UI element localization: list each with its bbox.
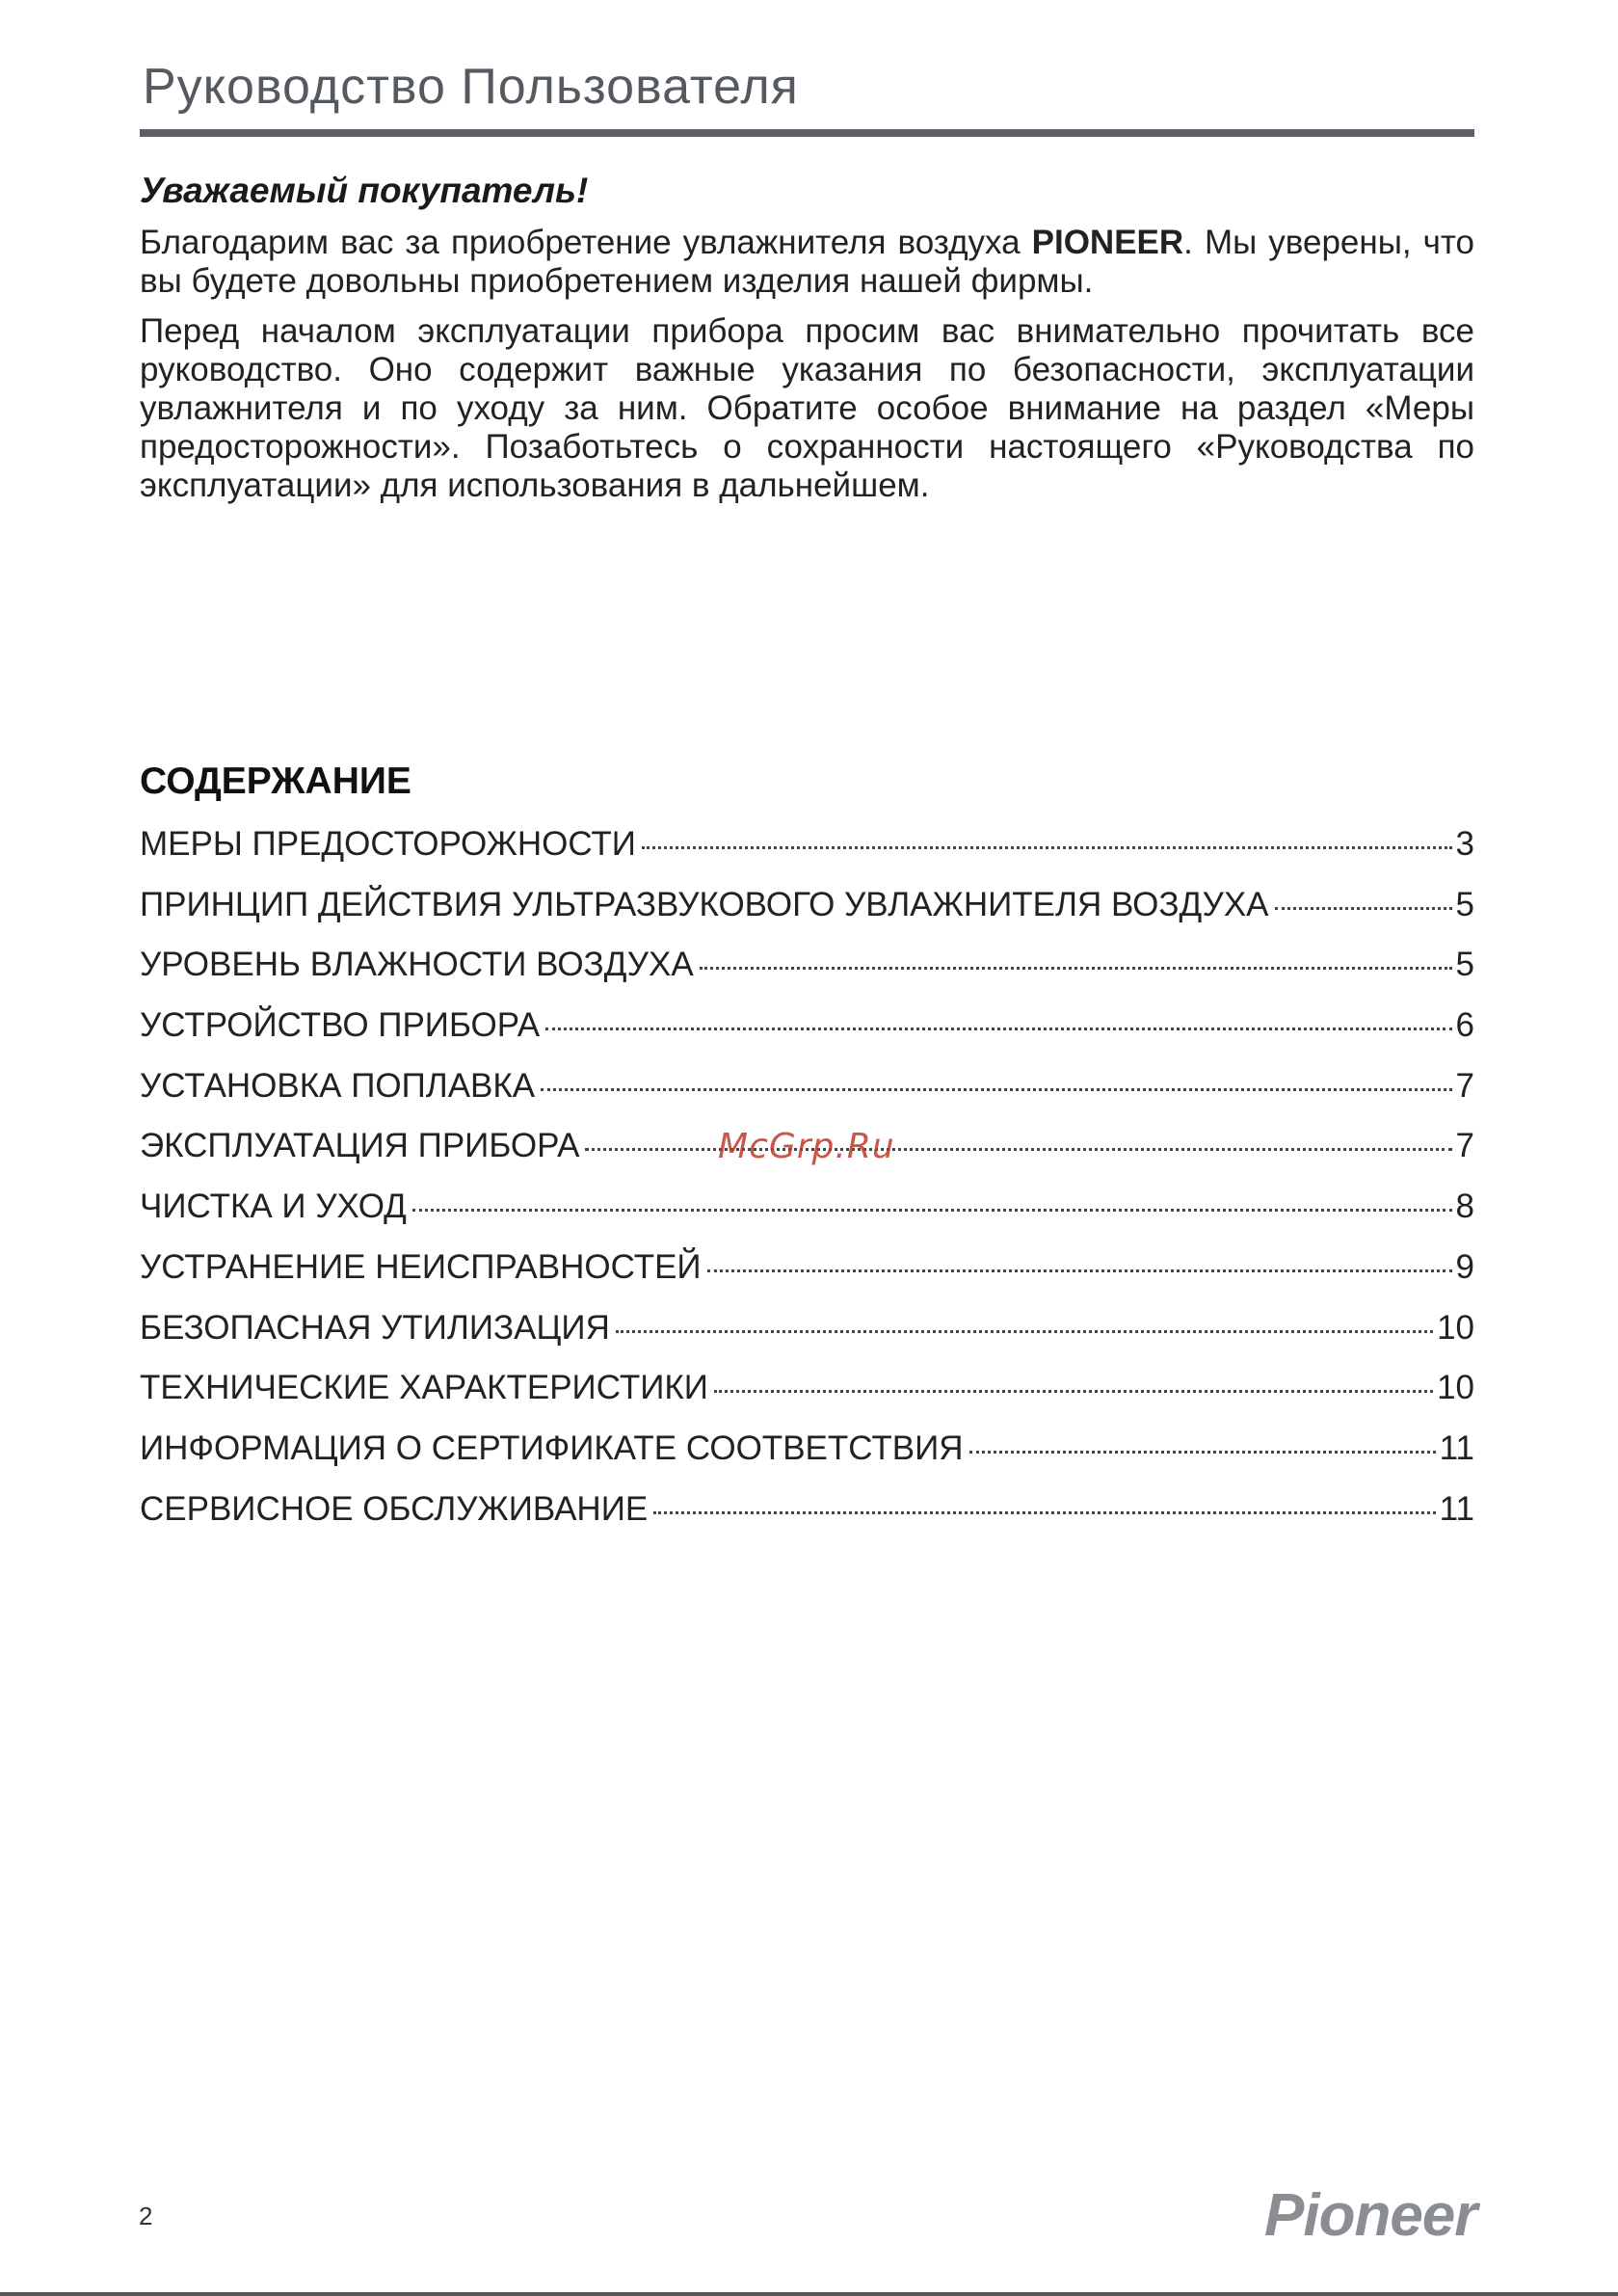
- toc-item-page: 7: [1455, 1127, 1474, 1165]
- intro-paragraph-1-start: Благодарим вас за приобретение увлажнителя воздуха: [140, 224, 1032, 262]
- toc-leader-dots: [545, 1028, 1451, 1030]
- toc-leader-dots: [969, 1451, 1436, 1454]
- toc-item-page: 11: [1439, 1489, 1474, 1528]
- toc-leader-dots: [700, 967, 1452, 970]
- bottom-divider: [0, 2292, 1618, 2296]
- toc-item-title: УСТРАНЕНИЕ НЕИСПРАВНОСТЕЙ: [140, 1247, 702, 1286]
- toc-item-page: 5: [1455, 885, 1474, 923]
- header-divider: [140, 129, 1474, 137]
- toc-leader-dots: [714, 1390, 1433, 1393]
- toc-item[interactable]: [140, 1369, 1474, 1429]
- toc-leader-dots: [616, 1330, 1433, 1333]
- toc-item[interactable]: [140, 1067, 1474, 1128]
- toc-item[interactable]: [140, 1248, 1474, 1309]
- toc-item-title: УРОВЕНЬ ВЛАЖНОСТИ ВОЗДУХА: [140, 946, 694, 984]
- page-number: 2: [139, 2202, 153, 2230]
- toc-item-page: 10: [1437, 1308, 1474, 1347]
- toc-item[interactable]: [140, 1006, 1474, 1067]
- toc-item-page: 7: [1455, 1066, 1474, 1105]
- toc-item[interactable]: [140, 946, 1474, 1006]
- toc-item[interactable]: [140, 1309, 1474, 1370]
- greeting-heading: Уважаемый покупатель!: [140, 171, 589, 210]
- toc-leader-dots: [1275, 907, 1452, 910]
- toc-leader-dots: [707, 1269, 1452, 1272]
- toc-item-title: ТЕХНИЧЕСКИЕ ХАРАКТЕРИСТИКИ: [140, 1369, 708, 1407]
- brand-logo: Pioneer: [1264, 2182, 1477, 2249]
- page-title: Руководство Пользователя: [143, 59, 799, 115]
- toc-item-title: ЧИСТКА И УХОД: [140, 1188, 407, 1226]
- watermark-text: McGrp.Ru: [718, 1127, 895, 1166]
- toc-item-page: 3: [1455, 825, 1474, 863]
- toc-leader-dots: [642, 846, 1452, 849]
- toc-item-page: 9: [1455, 1247, 1474, 1286]
- toc-item-page: 5: [1455, 946, 1474, 984]
- toc-list: [140, 825, 1474, 1550]
- toc-heading: СОДЕРЖАНИЕ: [140, 761, 411, 802]
- toc-leader-dots: [412, 1209, 1452, 1212]
- toc-leader-dots: [541, 1088, 1451, 1091]
- toc-item-title: ПРИНЦИП ДЕЙСТВИЯ УЛЬТРАЗВУКОВОГО УВЛАЖНИТЕЛЯ ВОЗДУХА: [140, 885, 1269, 923]
- intro-paragraph-1-end: . Мы уверены, что вы будете довольны приобретением изделия нашей фирмы.: [140, 224, 1474, 301]
- toc-item[interactable]: [140, 1490, 1474, 1551]
- page-header: [140, 59, 1474, 137]
- intro-paragraph-1: [140, 224, 1474, 301]
- toc-item[interactable]: [140, 1188, 1474, 1248]
- toc-item-title: БЕЗОПАСНАЯ УТИЛИЗАЦИЯ: [140, 1308, 610, 1347]
- toc-item-page: 10: [1437, 1369, 1474, 1407]
- toc-item-title: УСТАНОВКА ПОПЛАВКА: [140, 1066, 536, 1105]
- toc-item-page: 11: [1439, 1428, 1474, 1467]
- intro-section: [140, 170, 1474, 517]
- toc-item-title: СЕРВИСНОЕ ОБСЛУЖИВАНИЕ: [140, 1489, 649, 1528]
- toc-item-page: 6: [1455, 1006, 1474, 1045]
- toc-leader-dots: [585, 1148, 1451, 1151]
- toc-item[interactable]: [140, 1429, 1474, 1490]
- toc-item-title: МЕРЫ ПРЕДОСТОРОЖНОСТИ: [140, 825, 636, 863]
- toc-leader-dots: [653, 1511, 1435, 1514]
- toc-item[interactable]: [140, 825, 1474, 886]
- toc-item-title: УСТРОЙСТВО ПРИБОРА: [140, 1006, 541, 1045]
- toc-item-title: ЭКСПЛУАТАЦИЯ ПРИБОРА: [140, 1127, 580, 1165]
- toc-item-page: 8: [1455, 1188, 1474, 1226]
- intro-paragraph-2: Перед началом эксплуатации прибора просим вас внимательно прочитать все руководство. Оно содержит важные указания по безопасности, эксплуатации увлажнителя и по уходу за ним. Обратите особое внимание на раздел «Меры предосторожности». Позаботьтесь о сохранности настоящего «Руководства по эксплуатации» для использования в дальнейшем.: [140, 312, 1474, 505]
- toc-item[interactable]: [140, 886, 1474, 947]
- brand-name: PIONEER: [1031, 224, 1184, 262]
- toc-item-title: ИНФОРМАЦИЯ О СЕРТИФИКАТЕ СООТВЕТСТВИЯ: [140, 1428, 964, 1467]
